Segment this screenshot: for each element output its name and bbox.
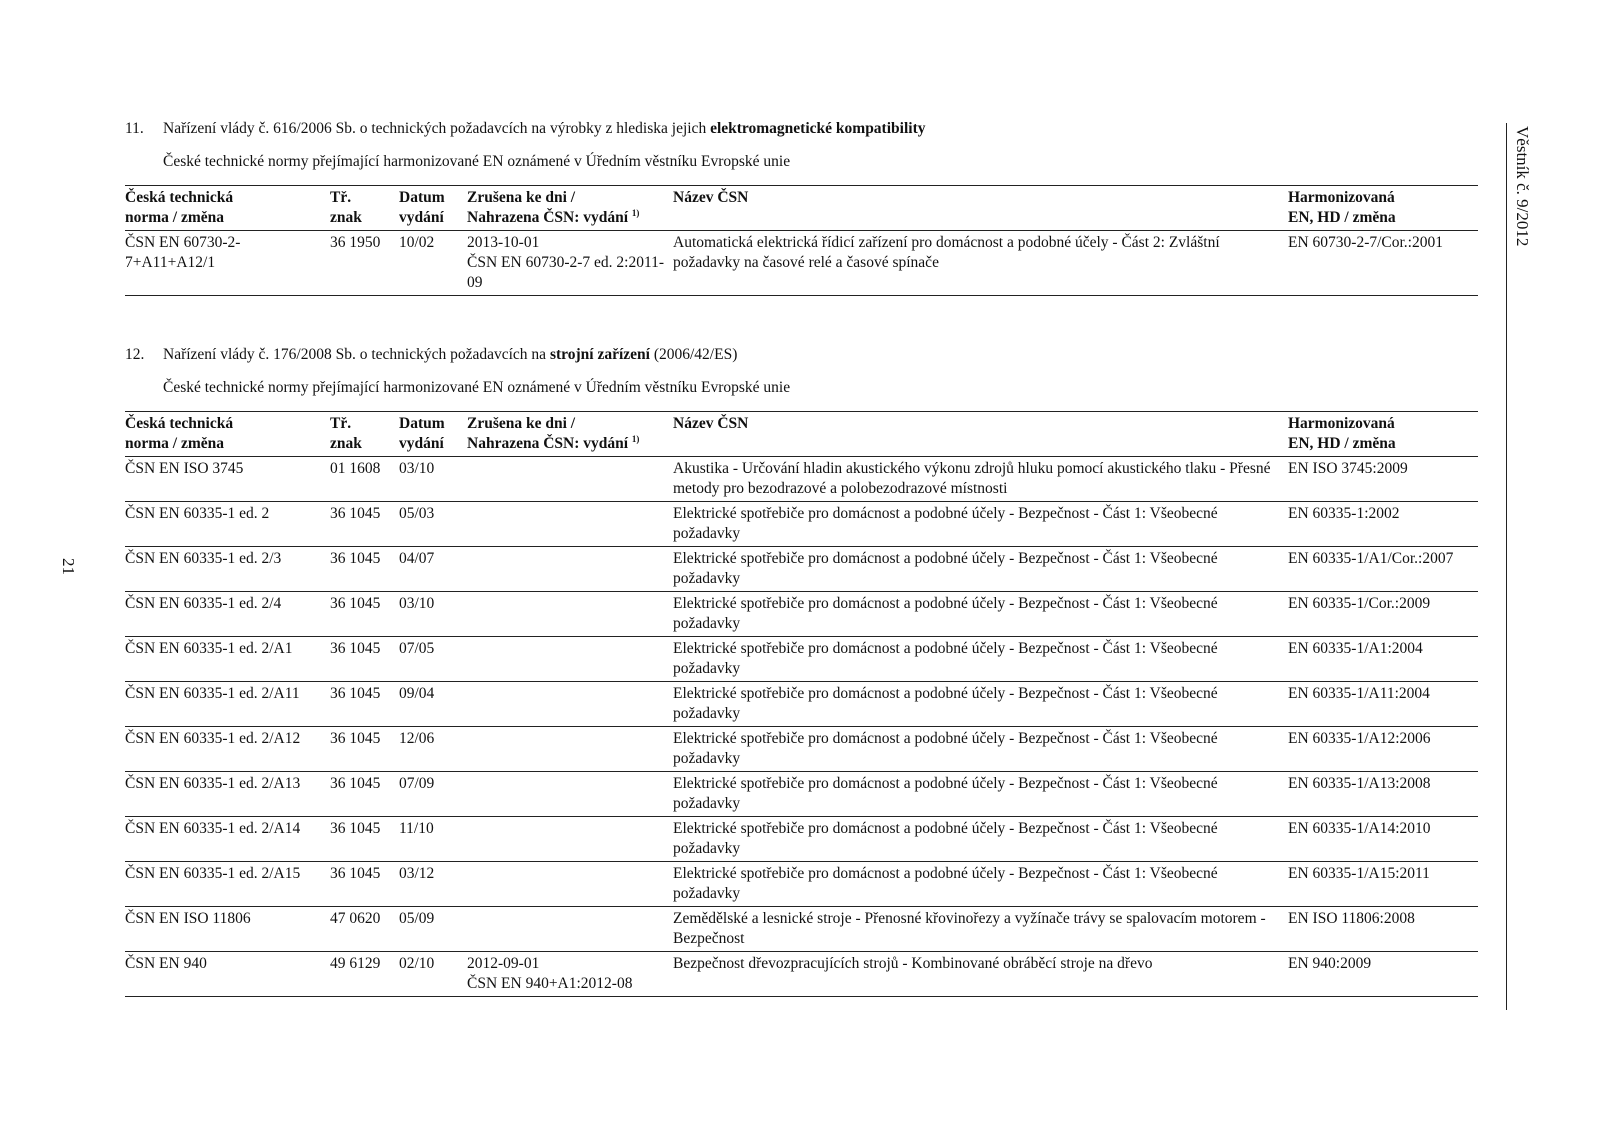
column-header-line: Nahrazena ČSN: vydání <box>467 435 629 452</box>
section-number: 11. <box>125 120 144 137</box>
harmonized-cell: EN 60335-1/Cor.:2009 <box>1288 592 1478 637</box>
column-header-line: Harmonizovaná <box>1288 415 1395 432</box>
issue-date-cell: 12/06 <box>399 727 467 772</box>
issue-date-cell: 04/07 <box>399 547 467 592</box>
harmonized-cell: EN 60335-1/A11:2004 <box>1288 682 1478 727</box>
column-header-line2 <box>467 208 673 228</box>
class-code-cell: 36 1045 <box>330 772 399 817</box>
column-header-line: Zrušena ke dni / <box>467 189 576 206</box>
column-header-line2 <box>399 208 467 228</box>
issue-date-cell: 09/04 <box>399 682 467 727</box>
cancellation-cell <box>467 502 673 547</box>
table-body <box>125 231 1478 296</box>
name-cell: Elektrické spotřebiče pro domácnost a podobné účely - Bezpečnost - Část 1: Všeobecné požadavky <box>673 682 1288 727</box>
column-header-line2 <box>125 208 330 228</box>
replacement-norm: ČSN EN 940+A1:2012-08 <box>467 975 633 992</box>
harmonized-cell: EN 60730-2-7/Cor.:2001 <box>1288 231 1478 296</box>
harmonized-cell: EN 60335-1/A1:2004 <box>1288 637 1478 682</box>
column-header-line: Datum <box>399 415 445 432</box>
section-12 <box>125 345 1478 997</box>
issue-date-cell: 03/10 <box>399 592 467 637</box>
class-code-cell: 01 1608 <box>330 457 399 502</box>
norm-cell: ČSN EN 60335-1 ed. 2/A12 <box>125 727 330 772</box>
harmonized-cell: EN 60335-1/A15:2011 <box>1288 862 1478 907</box>
name-cell: Elektrické spotřebiče pro domácnost a podobné účely - Bezpečnost - Část 1: Všeobecné požadavky <box>673 817 1288 862</box>
issue-date-cell: 03/12 <box>399 862 467 907</box>
footnote-mark: 1) <box>631 433 640 444</box>
column-header-line: Česká technická <box>125 189 234 206</box>
standards-table <box>125 185 1478 296</box>
table-row <box>125 637 1478 682</box>
sidebar-rule <box>1506 123 1507 1010</box>
table-row <box>125 907 1478 952</box>
norm-cell: ČSN EN 60335-1 ed. 2 <box>125 502 330 547</box>
cancellation-date: 2012-09-01 <box>467 955 540 972</box>
table-row <box>125 547 1478 592</box>
cancellation-cell <box>467 907 673 952</box>
column-header <box>125 412 330 457</box>
issue-date-cell: 07/05 <box>399 637 467 682</box>
column-header-line: Název ČSN <box>673 415 749 432</box>
table-row <box>125 862 1478 907</box>
header-row <box>125 186 1478 231</box>
column-header-line2 <box>467 434 673 454</box>
section-heading-bold: elektromagnetické kompatibility <box>710 120 926 137</box>
table-row <box>125 592 1478 637</box>
name-cell: Akustika - Určování hladin akustického výkonu zdrojů hluku pomocí akustického tlaku - Přesné metody pro bezodrazové a polobezodrazové místnosti <box>673 457 1288 502</box>
page-number: 21 <box>59 558 78 575</box>
class-code-cell: 36 1045 <box>330 862 399 907</box>
column-header-line2 <box>330 434 399 454</box>
issue-date-cell: 05/09 <box>399 907 467 952</box>
class-code-cell: 47 0620 <box>330 907 399 952</box>
issue-date-cell: 05/03 <box>399 502 467 547</box>
cancellation-cell <box>467 637 673 682</box>
harmonized-cell: EN 60335-1/A13:2008 <box>1288 772 1478 817</box>
harmonized-cell: EN 60335-1/A14:2010 <box>1288 817 1478 862</box>
norm-cell: ČSN EN ISO 3745 <box>125 457 330 502</box>
section-title <box>125 119 1478 141</box>
table-row <box>125 682 1478 727</box>
norm-cell: ČSN EN 940 <box>125 952 330 997</box>
table-row <box>125 231 1478 296</box>
section-subtitle: České technické normy přejímající harmonizované EN oznámené v Úředním věstníku Evropské unie <box>163 379 791 396</box>
class-code-cell: 36 1045 <box>330 637 399 682</box>
column-header-line: Nahrazena ČSN: vydání <box>467 209 629 226</box>
name-cell: Zemědělské a lesnické stroje - Přenosné křovinořezy a vyžínače trávy se spalovacím motorem - Bezpečnost <box>673 907 1288 952</box>
column-header <box>467 412 673 457</box>
column-header <box>330 186 399 231</box>
column-header-line2 <box>399 434 467 454</box>
class-code-cell: 36 1950 <box>330 231 399 296</box>
column-header-line2 <box>1288 434 1478 454</box>
class-code-cell: 36 1045 <box>330 817 399 862</box>
column-header-line: Tř. <box>330 415 352 432</box>
table-row <box>125 952 1478 997</box>
table-header <box>125 186 1478 231</box>
table-row <box>125 772 1478 817</box>
column-header <box>1288 186 1478 231</box>
class-code-cell: 36 1045 <box>330 592 399 637</box>
column-header-line: Tř. <box>330 189 352 206</box>
column-header <box>1288 412 1478 457</box>
table-row <box>125 817 1478 862</box>
column-header-line: Zrušena ke dni / <box>467 415 576 432</box>
journal-header: Věstník č. 9/2012 <box>1513 126 1532 247</box>
column-header <box>330 412 399 457</box>
column-header <box>673 186 1288 231</box>
section-subtitle: České technické normy přejímající harmonizované EN oznámené v Úředním věstníku Evropské unie <box>163 153 791 170</box>
cancellation-cell <box>467 772 673 817</box>
column-header-line: Datum <box>399 189 445 206</box>
column-header-line: Česká technická <box>125 415 234 432</box>
harmonized-cell: EN ISO 3745:2009 <box>1288 457 1478 502</box>
table-header <box>125 412 1478 457</box>
name-cell: Automatická elektrická řídicí zařízení pro domácnost a podobné účely - Část 2: Zvláštní požadavky na časové relé a časové spínače <box>673 231 1288 296</box>
cancellation-cell <box>467 862 673 907</box>
column-header-line: znak <box>330 435 362 452</box>
harmonized-cell: EN 60335-1/A1/Cor.:2007 <box>1288 547 1478 592</box>
harmonized-cell: EN 60335-1/A12:2006 <box>1288 727 1478 772</box>
harmonized-cell: EN 940:2009 <box>1288 952 1478 997</box>
cancellation-cell <box>467 682 673 727</box>
norm-cell: ČSN EN 60335-1 ed. 2/A11 <box>125 682 330 727</box>
name-cell: Elektrické spotřebiče pro domácnost a podobné účely - Bezpečnost - Část 1: Všeobecné požadavky <box>673 637 1288 682</box>
class-code-cell: 36 1045 <box>330 727 399 772</box>
issue-date-cell: 02/10 <box>399 952 467 997</box>
column-header <box>467 186 673 231</box>
class-code-cell: 49 6129 <box>330 952 399 997</box>
norm-cell: ČSN EN 60730-2-7+A11+A12/1 <box>125 231 330 296</box>
column-header-line2 <box>1288 208 1478 228</box>
column-header-line: znak <box>330 209 362 226</box>
section-title <box>125 345 1478 367</box>
column-header-line: Název ČSN <box>673 189 749 206</box>
table-row <box>125 727 1478 772</box>
issue-date-cell: 07/09 <box>399 772 467 817</box>
class-code-cell: 36 1045 <box>330 502 399 547</box>
class-code-cell: 36 1045 <box>330 682 399 727</box>
replacement-norm: ČSN EN 60730-2-7 ed. 2:2011-09 <box>467 254 665 291</box>
column-header-line2 <box>330 208 399 228</box>
table-row <box>125 502 1478 547</box>
cancellation-cell <box>467 231 673 296</box>
column-header-line: norma / změna <box>125 209 225 226</box>
norm-cell: ČSN EN 60335-1 ed. 2/4 <box>125 592 330 637</box>
issue-date-cell: 10/02 <box>399 231 467 296</box>
name-cell: Elektrické spotřebiče pro domácnost a podobné účely - Bezpečnost - Část 1: Všeobecné požadavky <box>673 862 1288 907</box>
norm-cell: ČSN EN 60335-1 ed. 2/A13 <box>125 772 330 817</box>
section-11 <box>125 119 1478 296</box>
column-header <box>125 186 330 231</box>
issue-date-cell: 11/10 <box>399 817 467 862</box>
standards-table <box>125 411 1478 997</box>
cancellation-cell <box>467 592 673 637</box>
column-header-line: EN, HD / změna <box>1288 209 1396 226</box>
norm-cell: ČSN EN 60335-1 ed. 2/A1 <box>125 637 330 682</box>
norm-cell: ČSN EN 60335-1 ed. 2/A14 <box>125 817 330 862</box>
norm-cell: ČSN EN 60335-1 ed. 2/3 <box>125 547 330 592</box>
column-header-line: vydání <box>399 435 444 452</box>
name-cell: Bezpečnost dřevozpracujících strojů - Kombinované obráběcí stroje na dřevo <box>673 952 1288 997</box>
name-cell: Elektrické spotřebiče pro domácnost a podobné účely - Bezpečnost - Část 1: Všeobecné požadavky <box>673 592 1288 637</box>
column-header <box>399 186 467 231</box>
name-cell: Elektrické spotřebiče pro domácnost a podobné účely - Bezpečnost - Část 1: Všeobecné požadavky <box>673 547 1288 592</box>
name-cell: Elektrické spotřebiče pro domácnost a podobné účely - Bezpečnost - Část 1: Všeobecné požadavky <box>673 772 1288 817</box>
table-body <box>125 457 1478 997</box>
column-header <box>673 412 1288 457</box>
class-code-cell: 36 1045 <box>330 547 399 592</box>
norm-cell: ČSN EN 60335-1 ed. 2/A15 <box>125 862 330 907</box>
header-row <box>125 412 1478 457</box>
cancellation-cell <box>467 817 673 862</box>
column-header-line: norma / změna <box>125 435 225 452</box>
column-header-line: vydání <box>399 209 444 226</box>
harmonized-cell: EN ISO 11806:2008 <box>1288 907 1478 952</box>
cancellation-cell <box>467 547 673 592</box>
column-header-line2 <box>125 434 330 454</box>
name-cell: Elektrické spotřebiče pro domácnost a podobné účely - Bezpečnost - Část 1: Všeobecné požadavky <box>673 727 1288 772</box>
column-header-line: EN, HD / změna <box>1288 435 1396 452</box>
cancellation-cell <box>467 457 673 502</box>
harmonized-cell: EN 60335-1:2002 <box>1288 502 1478 547</box>
column-header <box>399 412 467 457</box>
section-heading: Nařízení vlády č. 616/2006 Sb. o technických požadavcích na výrobky z hlediska jejich elektromagnetické kompatibility <box>163 120 926 137</box>
cancellation-cell <box>467 727 673 772</box>
table-row <box>125 457 1478 502</box>
footnote-mark: 1) <box>631 207 640 218</box>
cancellation-date: 2013-10-01 <box>467 234 540 251</box>
name-cell: Elektrické spotřebiče pro domácnost a podobné účely - Bezpečnost - Část 1: Všeobecné požadavky <box>673 502 1288 547</box>
cancellation-cell <box>467 952 673 997</box>
section-heading-bold: strojní zařízení <box>549 346 650 363</box>
issue-date-cell: 03/10 <box>399 457 467 502</box>
column-header-line: Harmonizovaná <box>1288 189 1395 206</box>
section-heading: Nařízení vlády č. 176/2008 Sb. o technických požadavcích na strojní zařízení (2006/42/ES) <box>163 346 738 363</box>
section-number: 12. <box>125 346 145 363</box>
norm-cell: ČSN EN ISO 11806 <box>125 907 330 952</box>
